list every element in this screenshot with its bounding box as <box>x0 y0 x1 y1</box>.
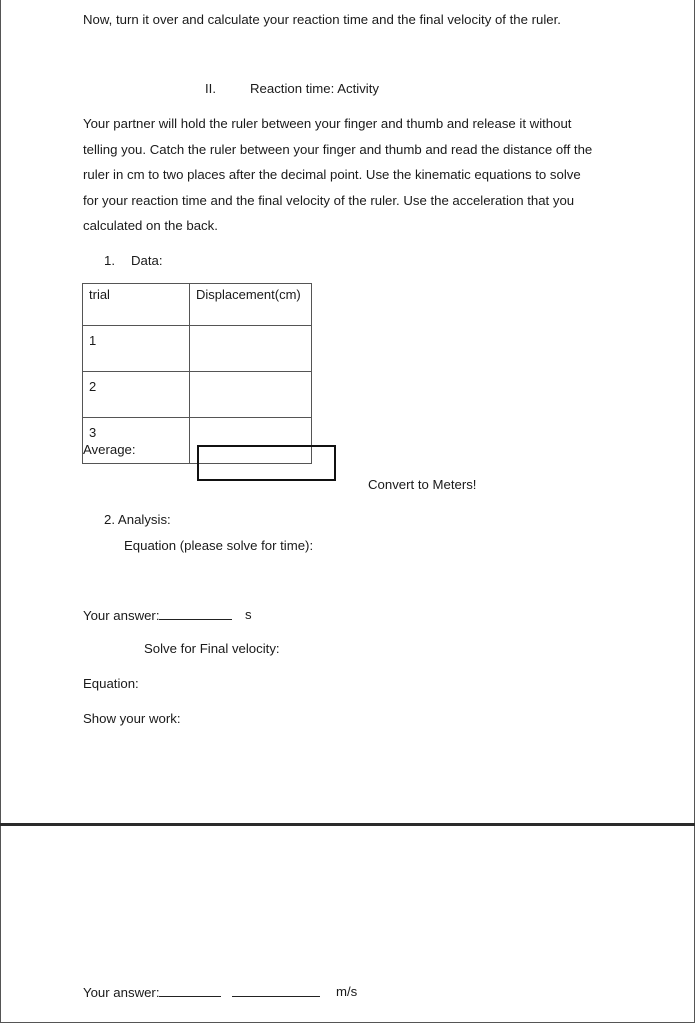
answer-velocity-blank[interactable] <box>159 984 221 997</box>
section-numeral: II. <box>205 81 216 96</box>
answer-time-blank[interactable] <box>159 607 232 620</box>
answer-velocity-label: Your answer: <box>83 985 160 1000</box>
trial-cell: 1 <box>83 326 190 372</box>
answer-time-unit: s <box>245 607 252 622</box>
equation-label: Equation: <box>83 676 139 691</box>
table-header-cell: trial <box>83 284 190 326</box>
table-row <box>83 372 312 418</box>
answer-time-row <box>83 607 232 623</box>
instruction-line: for your reaction time and the final velocity of the ruler. Use the acceleration that you <box>83 193 575 208</box>
data-table <box>82 283 312 464</box>
answer-velocity-row <box>83 984 320 1000</box>
displacement-cell[interactable] <box>190 326 312 372</box>
data-heading-label: Data: <box>131 253 163 268</box>
displacement-cell[interactable] <box>190 372 312 418</box>
trial-cell: 3 <box>83 418 190 464</box>
instruction-line: ruler in cm to two places after the decimal point. Use the kinematic equations to solve <box>83 167 581 182</box>
average-answer-box[interactable] <box>197 445 336 481</box>
answer-time-label: Your answer: <box>83 608 160 623</box>
equation-prompt: Equation (please solve for time): <box>124 538 314 553</box>
convert-note: Convert to Meters! <box>368 477 477 492</box>
table-row <box>83 326 312 372</box>
intro-text: Now, turn it over and calculate your reaction time and the final velocity of the ruler. <box>83 12 561 27</box>
show-work-label: Show your work: <box>83 711 181 726</box>
section-title: Reaction time: Activity <box>250 81 379 96</box>
average-label: Average: <box>83 442 136 457</box>
table-header-cell: Displacement(cm) <box>190 284 312 326</box>
page-divider <box>0 823 695 826</box>
instruction-line: telling you. Catch the ruler between your finger and thumb and read the distance off the <box>83 142 593 157</box>
table-header-row <box>83 284 312 326</box>
final-velocity-prompt: Solve for Final velocity: <box>144 641 280 656</box>
answer-velocity-blank-2[interactable] <box>232 984 320 997</box>
trial-cell: 2 <box>83 372 190 418</box>
answer-velocity-unit: m/s <box>336 984 358 999</box>
instruction-line: Your partner will hold the ruler between your finger and thumb and release it without <box>83 116 572 131</box>
analysis-heading: 2. Analysis: <box>104 512 171 527</box>
data-heading-number: 1. <box>104 253 115 268</box>
instruction-line: calculated on the back. <box>83 218 218 233</box>
